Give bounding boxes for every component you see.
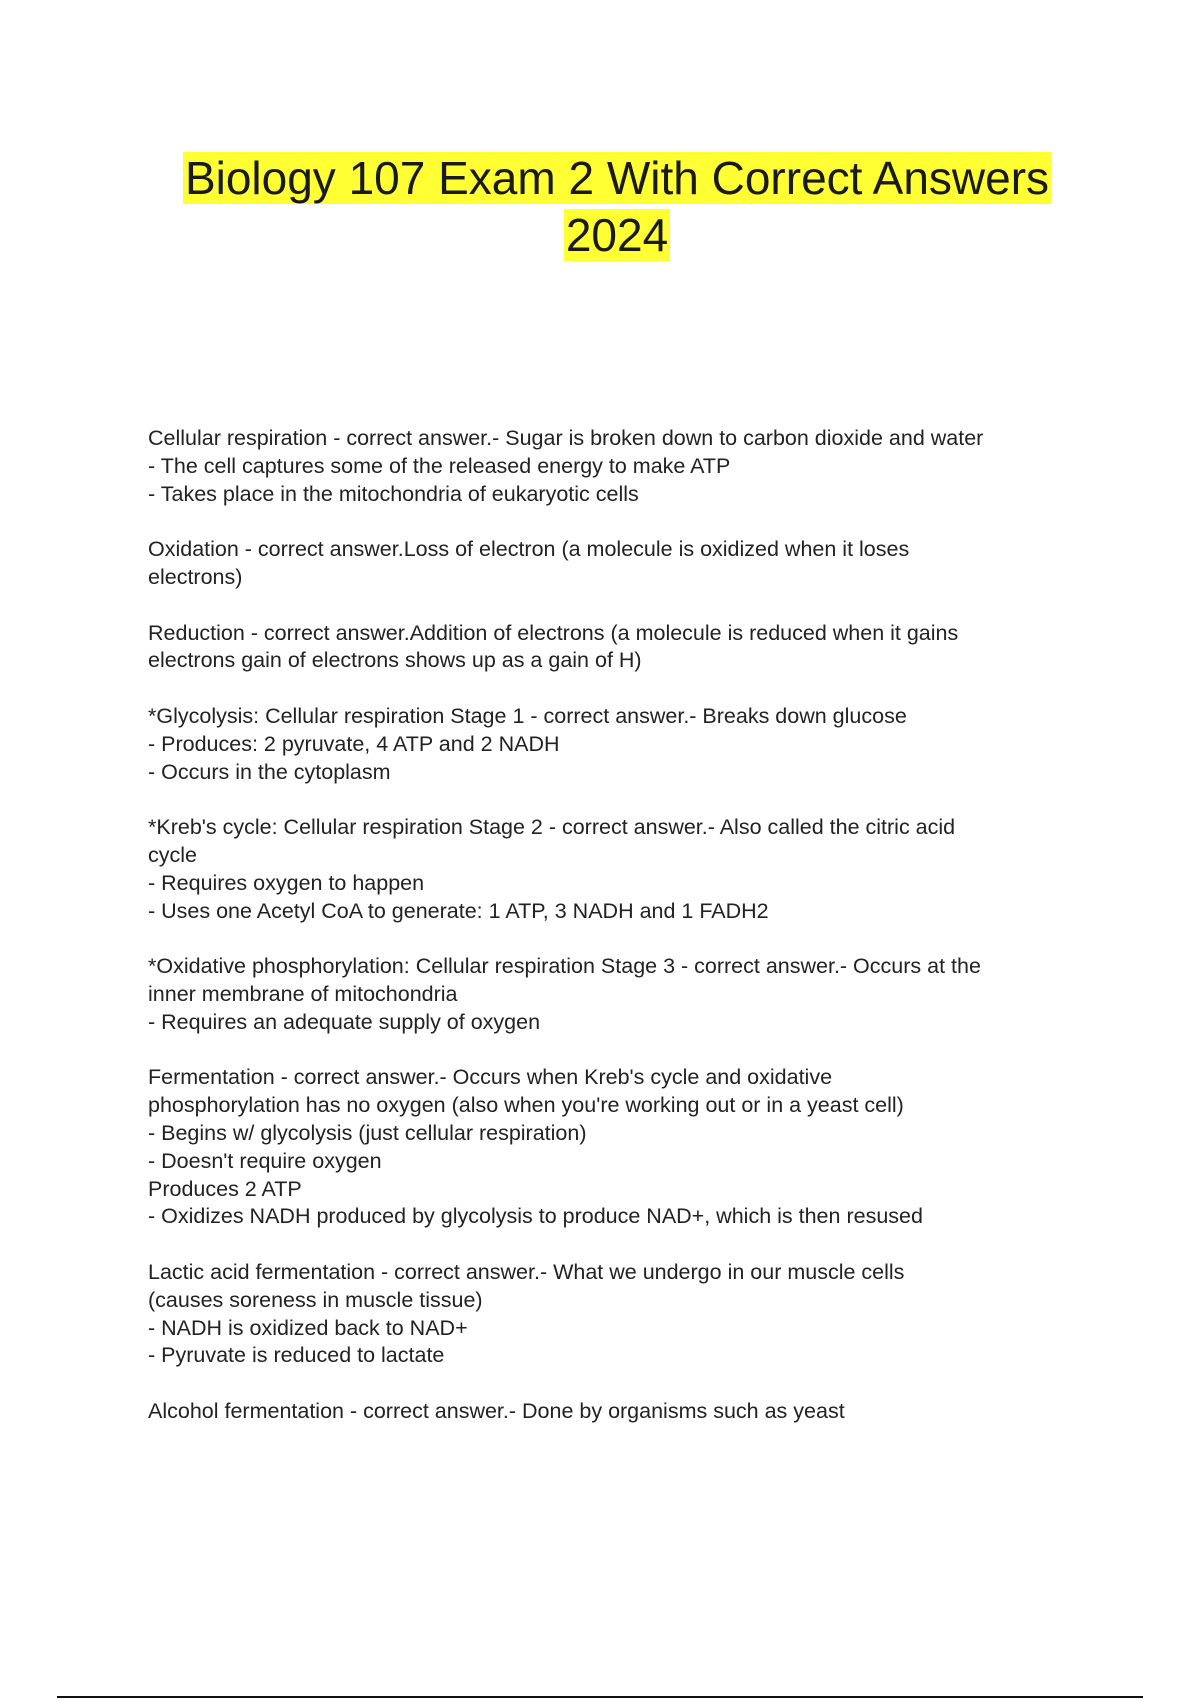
entry-line: Produces 2 ATP	[148, 1176, 302, 1201]
entry-line: - Pyruvate is reduced to lactate	[148, 1343, 445, 1368]
entry-line: - Doesn't require oxygen	[148, 1148, 382, 1173]
entry-line: *Oxidative phosphorylation: Cellular respiration Stage 3 - correct answer.- Occurs at the	[148, 954, 981, 979]
entry-line: Cellular respiration - correct answer.- Sugar is broken down to carbon dioxide and water	[148, 426, 984, 450]
entry-line: - Oxidizes NADH produced by glycolysis to produce NAD+, which is then resused	[148, 1204, 923, 1229]
entry-line: inner membrane of mitochondria	[148, 981, 458, 1006]
entry-line: - NADH is oxidized back to NAD+	[148, 1315, 468, 1340]
title-line-2: 2024	[565, 209, 669, 261]
title-block	[0, 150, 1200, 264]
answer-entry	[148, 425, 1088, 508]
entry-line: - Takes place in the mitochondria of eukaryotic cells	[148, 481, 639, 506]
answer-entry	[148, 1259, 1088, 1370]
entry-line: electrons gain of electrons shows up as a gain of H)	[148, 648, 642, 673]
entry-line: - Occurs in the cytoplasm	[148, 759, 391, 784]
answer-entry	[148, 536, 1088, 592]
entry-line: phosphorylation has no oxygen (also when you're working out or in a yeast cell)	[148, 1093, 904, 1118]
entry-line: Fermentation - correct answer.- Occurs when Kreb's cycle and oxidative	[148, 1065, 833, 1090]
answer-entry	[148, 1064, 1088, 1231]
entry-line: - Produces: 2 pyruvate, 4 ATP and 2 NADH	[148, 731, 560, 756]
answer-entry	[148, 1398, 1088, 1426]
answer-list	[148, 425, 1088, 1453]
answer-entry	[148, 953, 1088, 1036]
entry-line: cycle	[148, 842, 197, 867]
entry-line: - Begins w/ glycolysis (just cellular respiration)	[148, 1120, 587, 1145]
entry-line: Reduction - correct answer.Addition of electrons (a molecule is reduced when it gains	[148, 620, 959, 645]
entry-line: Oxidation - correct answer.Loss of electron (a molecule is oxidized when it loses	[148, 537, 910, 562]
answer-entry	[148, 703, 1088, 786]
page-title	[0, 150, 1200, 264]
answer-entry	[148, 620, 1088, 676]
entry-line: Alcohol fermentation - correct answer.- Done by organisms such as yeast	[148, 1398, 845, 1423]
entry-line: (causes soreness in muscle tissue)	[148, 1287, 483, 1312]
entry-line: - Uses one Acetyl CoA to generate: 1 ATP, 3 NADH and 1 FADH2	[148, 898, 769, 923]
entry-line: - Requires oxygen to happen	[148, 870, 425, 895]
entry-line: Lactic acid fermentation - correct answer.- What we undergo in our muscle cells	[148, 1259, 905, 1284]
title-line-1: Biology 107 Exam 2 With Correct Answers	[184, 152, 1050, 204]
entry-line: - The cell captures some of the released energy to make ATP	[148, 453, 731, 478]
entry-line: *Kreb's cycle: Cellular respiration Stage 2 - correct answer.- Also called the citric acid	[148, 815, 956, 840]
entry-line: - Requires an adequate supply of oxygen	[148, 1009, 541, 1034]
answer-entry	[148, 814, 1088, 925]
entry-line: electrons)	[148, 564, 243, 589]
entry-line: *Glycolysis: Cellular respiration Stage 1 - correct answer.- Breaks down glucose	[148, 703, 907, 728]
footer-divider	[57, 1696, 1143, 1698]
